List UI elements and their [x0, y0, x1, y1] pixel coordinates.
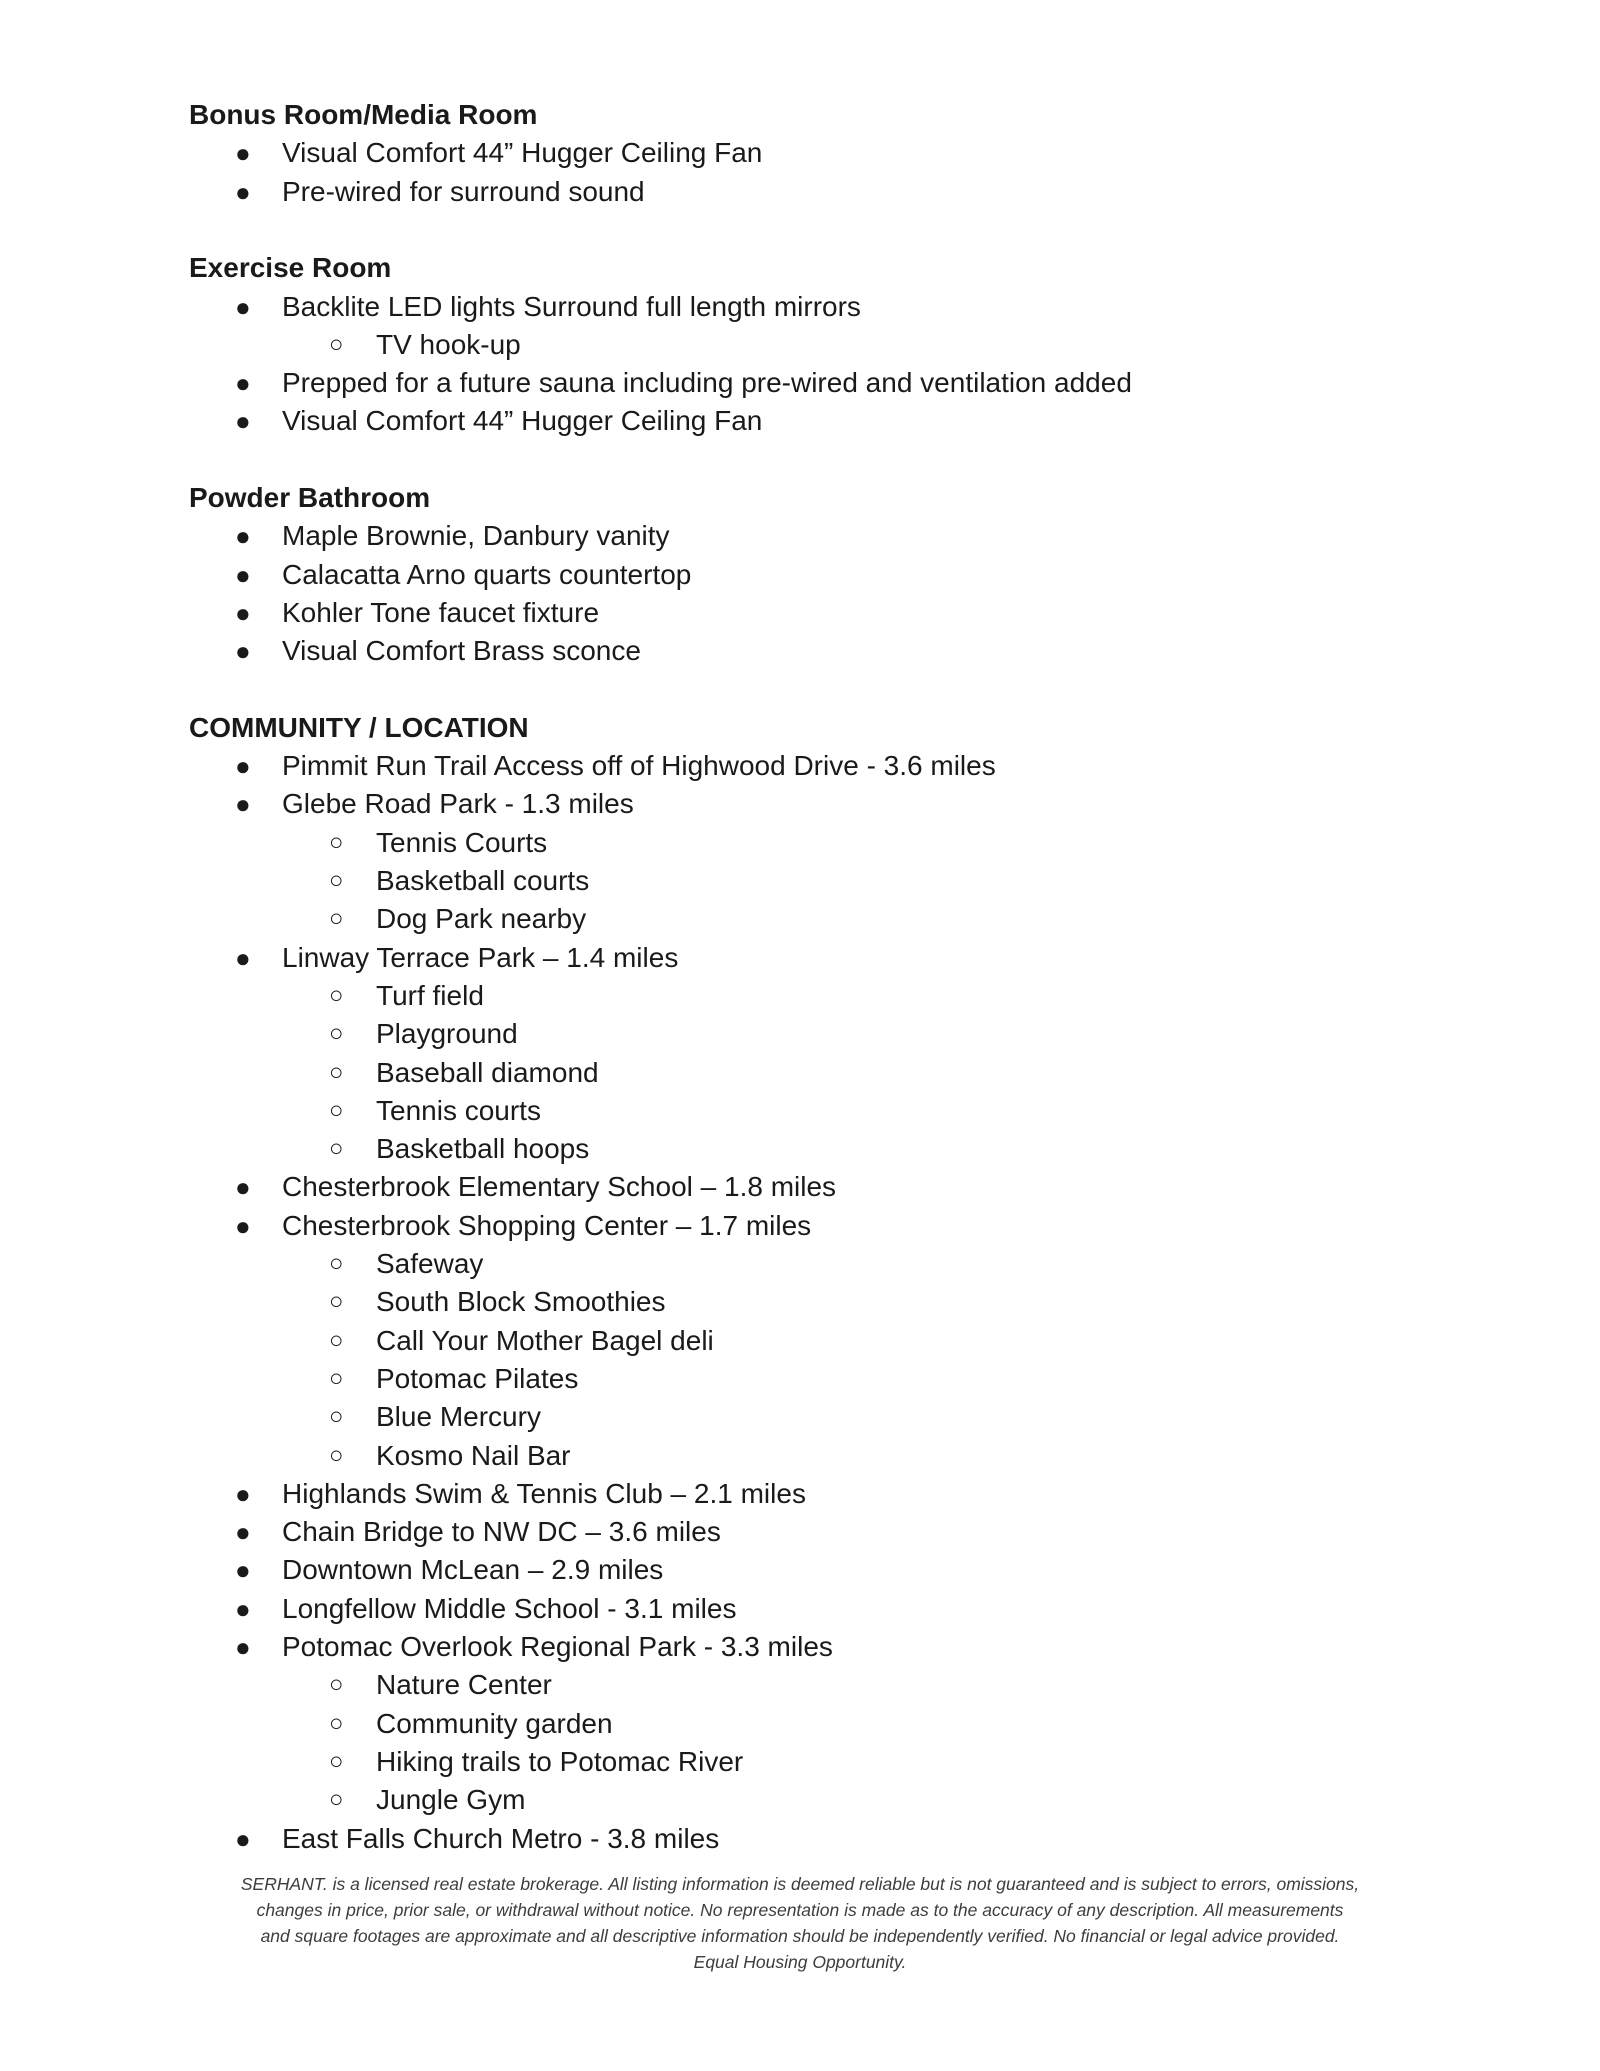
list-item: [235, 402, 763, 440]
list-item-text: Chesterbrook Elementary School – 1.8 miles: [282, 1171, 837, 1203]
section-heading: Exercise Room: [189, 252, 392, 284]
list-item-text: Call Your Mother Bagel deli: [376, 1324, 714, 1356]
list-item-text: Backlite LED lights Surround full length mirrors: [282, 290, 861, 322]
list-item-text: TV hook-up: [376, 328, 521, 360]
filled-bullet-icon: ●: [235, 1478, 251, 1509]
list-item: [235, 288, 861, 326]
sub-list-item: [329, 1781, 526, 1819]
list-item-text: Visual Comfort 44” Hugger Ceiling Fan: [282, 137, 763, 169]
hollow-bullet-icon: ○: [329, 1709, 344, 1737]
disclaimer-line: Equal Housing Opportunity.: [693, 1952, 907, 1972]
list-item-text: East Falls Church Metro - 3.8 miles: [282, 1822, 720, 1854]
list-item-text: Playground: [376, 1018, 518, 1050]
sub-list-item: [329, 1743, 744, 1781]
filled-bullet-icon: ●: [235, 368, 251, 399]
sub-list-item: [329, 1015, 518, 1053]
filled-bullet-icon: ●: [235, 138, 251, 169]
sub-list-item: [329, 862, 590, 900]
list-item: [235, 1207, 812, 1245]
list-item-text: Tennis courts: [376, 1094, 541, 1126]
list-item: [235, 594, 600, 632]
list-item-text: Pre-wired for surround sound: [282, 175, 645, 207]
list-item-text: Blue Mercury: [376, 1401, 541, 1433]
list-item: [235, 785, 634, 823]
list-item-text: Chesterbrook Shopping Center – 1.7 miles: [282, 1209, 812, 1241]
hollow-bullet-icon: ○: [329, 1058, 344, 1086]
list-item-text: Jungle Gym: [376, 1784, 526, 1816]
list-item-text: Maple Brownie, Danbury vanity: [282, 520, 670, 552]
filled-bullet-icon: ●: [235, 1593, 251, 1624]
filled-bullet-icon: ●: [235, 789, 251, 820]
list-item-text: Longfellow Middle School - 3.1 miles: [282, 1592, 737, 1624]
list-item-text: Dog Park nearby: [376, 903, 587, 935]
list-item: [235, 1475, 806, 1513]
list-item: [235, 517, 670, 555]
disclaimer-line: SERHANT. is a licensed real estate brokerage. All listing information is deemed reliable but is not guaranteed and is subject to errors, omissions,: [240, 1874, 1360, 1894]
list-item: [235, 556, 692, 594]
disclaimer-line: changes in price, prior sale, or withdrawal without notice. No representation is made as to the accuracy of any description. All measurements: [256, 1900, 1344, 1920]
filled-bullet-icon: ●: [235, 1172, 251, 1203]
list-item-text: Visual Comfort Brass sconce: [282, 635, 641, 667]
list-item-text: Chain Bridge to NW DC – 3.6 miles: [282, 1516, 721, 1548]
list-item-text: Potomac Pilates: [376, 1362, 579, 1394]
sub-list-item: [329, 1092, 541, 1130]
list-item-text: Hiking trails to Potomac River: [376, 1745, 744, 1777]
hollow-bullet-icon: ○: [329, 330, 344, 358]
list-item-text: Linway Terrace Park – 1.4 miles: [282, 941, 679, 973]
hollow-bullet-icon: ○: [329, 1020, 344, 1048]
hollow-bullet-icon: ○: [329, 867, 344, 894]
sub-list-item: [329, 977, 484, 1015]
sub-list-item: [329, 1245, 484, 1283]
list-item: [235, 1820, 720, 1858]
hollow-bullet-icon: ○: [329, 1135, 344, 1163]
sub-list-item: [329, 1360, 579, 1398]
hollow-bullet-icon: ○: [329, 981, 344, 1009]
hollow-bullet-icon: ○: [329, 1671, 344, 1699]
filled-bullet-icon: ●: [235, 942, 251, 973]
filled-bullet-icon: ●: [235, 559, 251, 590]
list-item: [235, 939, 679, 977]
filled-bullet-icon: ●: [235, 291, 251, 322]
filled-bullet-icon: ●: [235, 597, 251, 628]
list-item-text: Pimmit Run Trail Access off of Highwood Drive - 3.6 miles: [282, 750, 996, 782]
hollow-bullet-icon: ○: [329, 905, 344, 933]
list-item: [235, 364, 1132, 402]
hollow-bullet-icon: ○: [329, 828, 344, 856]
sub-list-item: [329, 326, 521, 364]
filled-bullet-icon: ●: [235, 636, 251, 667]
hollow-bullet-icon: ○: [329, 1250, 344, 1277]
sub-list-item: [329, 1283, 666, 1321]
filled-bullet-icon: ●: [235, 406, 251, 437]
hollow-bullet-icon: ○: [329, 1326, 344, 1354]
hollow-bullet-icon: ○: [329, 1288, 344, 1316]
list-item: [235, 1590, 737, 1628]
filled-bullet-icon: ●: [235, 1210, 251, 1241]
list-item-text: Basketball courts: [376, 865, 590, 896]
list-item: [235, 173, 645, 211]
list-item: [235, 632, 641, 670]
sub-list-item: [329, 1322, 714, 1360]
list-item-text: Calacatta Arno quarts countertop: [282, 558, 692, 590]
list-item-text: Tennis Courts: [376, 826, 548, 858]
filled-bullet-icon: ●: [235, 1517, 251, 1548]
sub-list-item: [329, 900, 587, 938]
list-item: [235, 1628, 833, 1666]
disclaimer-line: and square footages are approximate and all descriptive information should be independently verified. No financial or legal advice provided.: [260, 1926, 1340, 1946]
list-item-text: Downtown McLean – 2.9 miles: [282, 1554, 664, 1586]
hollow-bullet-icon: ○: [329, 1747, 344, 1775]
filled-bullet-icon: ●: [235, 1632, 251, 1662]
hollow-bullet-icon: ○: [329, 1403, 344, 1431]
list-item-text: Turf field: [376, 979, 484, 1011]
list-item: [235, 1551, 664, 1589]
list-item: [235, 1168, 837, 1206]
sub-list-item: [329, 1666, 552, 1704]
list-item-text: Safeway: [376, 1248, 484, 1279]
list-item-text: Nature Center: [376, 1669, 552, 1701]
list-item-text: Potomac Overlook Regional Park - 3.3 miles: [282, 1631, 833, 1662]
section-heading: Bonus Room/Media Room: [189, 99, 538, 130]
disclaimer: [180, 1871, 1420, 1975]
list-item-text: Visual Comfort 44” Hugger Ceiling Fan: [282, 405, 763, 437]
sub-list-item: [329, 1705, 613, 1743]
list-item-text: Kosmo Nail Bar: [376, 1439, 571, 1471]
sub-list-item: [329, 1398, 541, 1436]
list-item-text: Basketball hoops: [376, 1133, 590, 1165]
list-item-text: Highlands Swim & Tennis Club – 2.1 miles: [282, 1477, 806, 1509]
list-item-text: South Block Smoothies: [376, 1286, 666, 1318]
filled-bullet-icon: ●: [235, 521, 251, 552]
list-item-text: Baseball diamond: [376, 1056, 599, 1088]
sub-list-item: [329, 1054, 599, 1092]
filled-bullet-icon: ●: [235, 176, 251, 207]
list-item-text: Prepped for a future sauna including pre-wired and ventilation added: [282, 367, 1132, 399]
sub-list-item: [329, 1130, 590, 1168]
list-item-text: Community garden: [376, 1707, 613, 1739]
list-item-text: Glebe Road Park - 1.3 miles: [282, 788, 634, 820]
filled-bullet-icon: ●: [235, 1555, 251, 1586]
list-item-text: Kohler Tone faucet fixture: [282, 596, 600, 628]
filled-bullet-icon: ●: [235, 751, 251, 782]
hollow-bullet-icon: ○: [329, 1364, 344, 1392]
list-item: [235, 1513, 721, 1551]
list-item: [235, 747, 996, 785]
hollow-bullet-icon: ○: [329, 1096, 344, 1124]
hollow-bullet-icon: ○: [329, 1441, 344, 1469]
section-heading: COMMUNITY / LOCATION: [189, 711, 529, 743]
sub-list-item: [329, 824, 548, 862]
sub-list-item: [329, 1437, 571, 1475]
hollow-bullet-icon: ○: [329, 1786, 344, 1814]
list-item: [235, 134, 763, 172]
filled-bullet-icon: ●: [235, 1823, 251, 1854]
section-heading: Powder Bathroom: [189, 482, 431, 513]
